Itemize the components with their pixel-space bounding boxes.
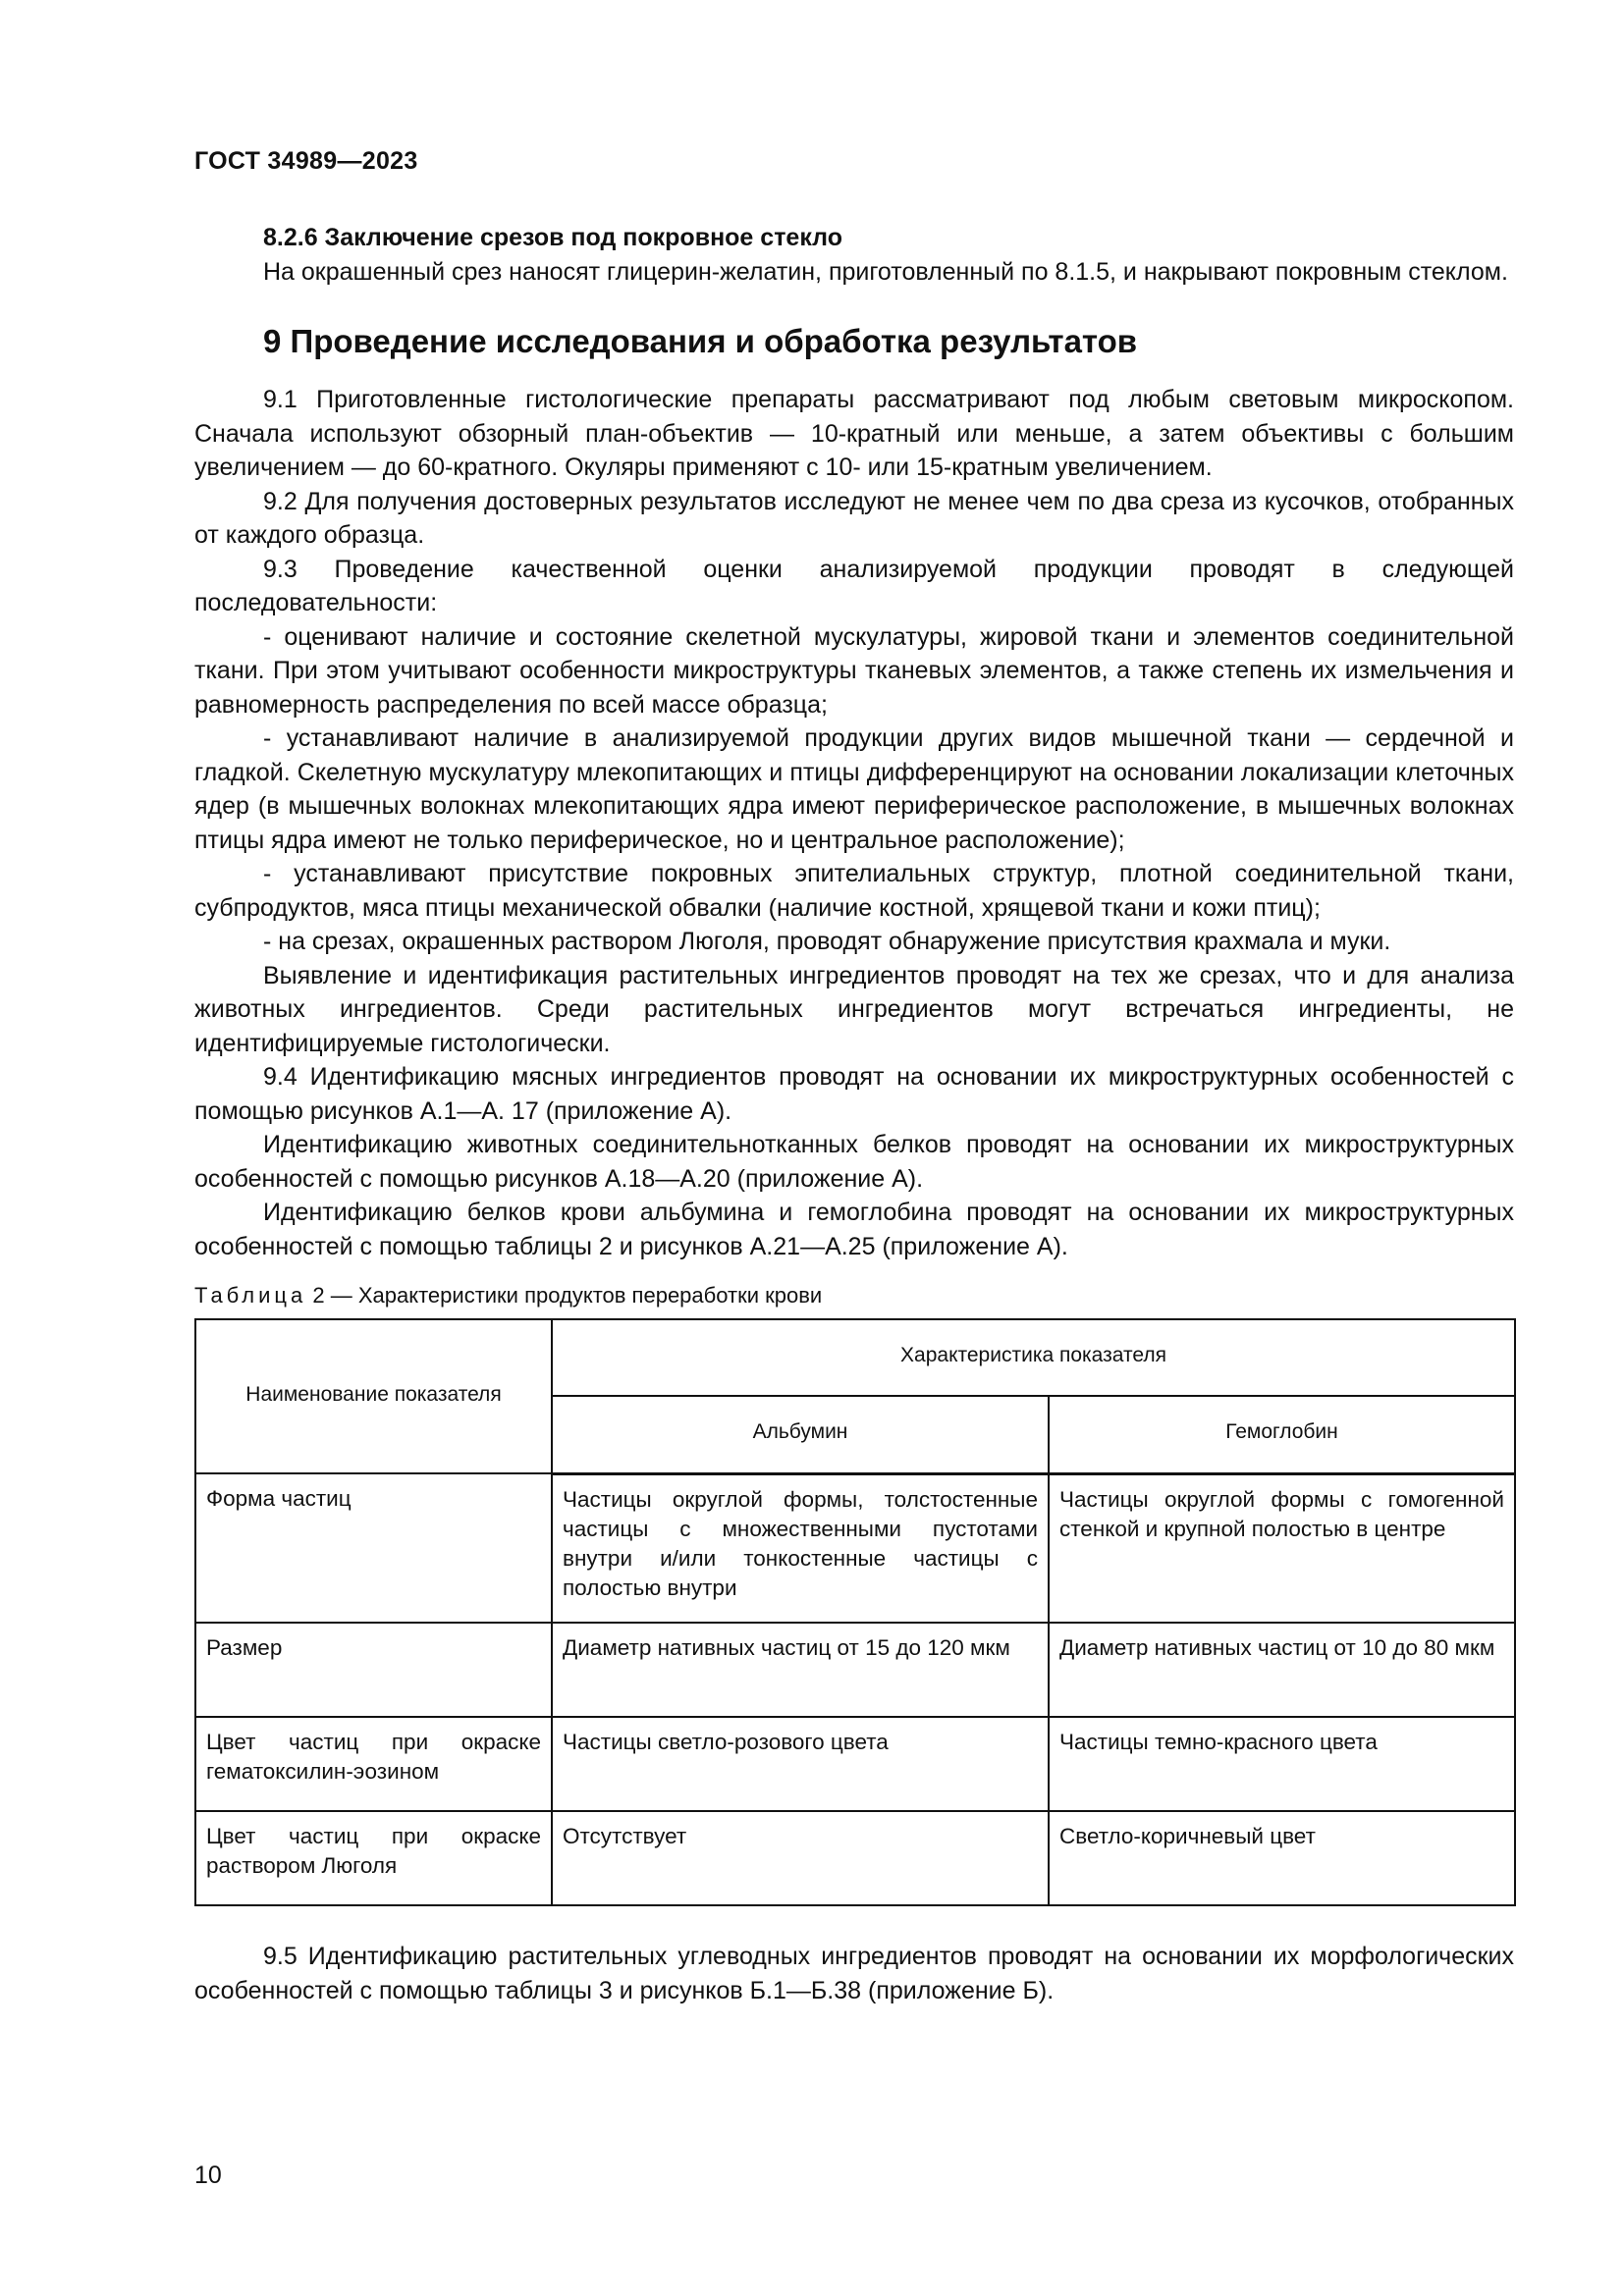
header-albumin: Альбумин [552, 1396, 1049, 1473]
row-name: Цвет частиц при окраске гематоксилин-эозином [195, 1717, 552, 1811]
header-hemoglobin: Гемоглобин [1049, 1396, 1515, 1473]
header-characteristic: Характеристика показателя [552, 1319, 1515, 1396]
subsection-title: 8.2.6 Заключение срезов под покровное стекло [263, 224, 842, 251]
paragraph-plant-ingredients: Выявление и идентификация растительных ингредиентов проводят на тех же срезах, что и для анализа животных ингредиентов. Среди растительных ингредиентов могут встречаться ингредиенты, не идентифицируемые гистологически. [194, 961, 1514, 1057]
albumin-value: Отсутствует [552, 1811, 1049, 1905]
paragraph-9-4: 9.4 Идентификацию мясных ингредиентов проводят на основании их микроструктурных особенностей с помощью рисунков А.1—А. 17 (приложение А). [194, 1063, 1514, 1125]
document-header: ГОСТ 34989—2023 [194, 147, 418, 175]
albumin-value: Частицы светло-розового цвета [552, 1717, 1049, 1811]
table-row [195, 1623, 1515, 1717]
hemoglobin-value: Частицы темно-красного цвета [1049, 1717, 1515, 1811]
paragraph-9-3: 9.3 Проведение качественной оценки анализируемой продукции проводят в следующей последовательности: [194, 555, 1514, 616]
row-name: Форма частиц [195, 1473, 552, 1623]
hemoglobin-value: Светло-коричневый цвет [1049, 1811, 1515, 1905]
list-item-starch: - на срезах, окрашенных раствором Люголя, проводят обнаружение присутствия крахмала и муки. [263, 928, 1391, 955]
list-item-epithelial: - устанавливают присутствие покровных эпителиальных структур, плотной соединительной ткани, субпродуктов, мяса птицы механической обвалки (наличие костной, хрящевой ткани и кожи птиц); [194, 860, 1514, 922]
albumin-value: Диаметр нативных частиц от 15 до 120 мкм [552, 1623, 1049, 1717]
row-name: Цвет частиц при окраске раствором Люголя [195, 1811, 552, 1905]
list-item-tissues: - оценивают наличие и состояние скелетной мускулатуры, жировой ткани и элементов соединительной ткани. При этом учитывают особенности микроструктуры тканевых элементов, а также степень их измельчения и равномерность распределения по всей массе образца; [194, 622, 1514, 719]
paragraph-connective-proteins: Идентификацию животных соединительнотканных белков проводят на основании их микроструктурных особенностей с помощью рисунков А.18—А.20 (приложение А). [194, 1131, 1514, 1193]
row-name: Размер [195, 1623, 552, 1717]
paragraph-9-2: 9.2 Для получения достоверных результатов исследуют не менее чем по два среза из кусочков, отобранных от каждого образца. [194, 487, 1514, 549]
section-title: 9 Проведение исследования и обработка результатов [263, 323, 1138, 359]
paragraph-blood-proteins: Идентификацию белков крови альбумина и гемоглобина проводят на основании их микроструктурных особенностей с помощью таблицы 2 и рисунков А.21—А.25 (приложение А). [194, 1199, 1514, 1260]
table-caption-label: Таблица [194, 1283, 307, 1308]
table-caption-text: 2 — Характеристики продуктов переработки крови [312, 1283, 823, 1308]
hemoglobin-value: Частицы округлой формы с гомогенной стенкой и крупной полостью в центре [1049, 1473, 1515, 1623]
paragraph-9-5: 9.5 Идентификацию растительных углеводных ингредиентов проводят на основании их морфологических особенностей с помощью таблицы 3 и рисунков Б.1—Б.38 (приложение Б). [194, 1943, 1514, 2004]
table-caption [194, 1281, 1514, 1310]
page-content [194, 221, 1514, 2007]
blood-products-table [194, 1318, 1516, 1906]
page-number: 10 [194, 2162, 222, 2189]
albumin-value: Частицы округлой формы, толстостенные частицы с множественными пустотами внутри и/или тонкостенные частицы с полостью внутри [552, 1473, 1049, 1623]
table-row [195, 1717, 1515, 1811]
table-row [195, 1811, 1515, 1905]
paragraph-9-1: 9.1 Приготовленные гистологические препараты рассматривают под любым световым микроскопом. Сначала используют обзорный план-объектив — 10-кратный или меньше, а затем объективы с большим увеличением — до 60-кратного. Окуляры применяют с 10- или 15-кратным увеличением. [194, 386, 1514, 481]
subsection-text: На окрашенный срез наносят глицерин-желатин, приготовленный по 8.1.5, и накрывают покровным стеклом. [263, 257, 1508, 286]
hemoglobin-value: Диаметр нативных частиц от 10 до 80 мкм [1049, 1623, 1515, 1717]
table-row [195, 1473, 1515, 1623]
list-item-muscle-types: - устанавливают наличие в анализируемой продукции других видов мышечной ткани — сердечной и гладкой. Скелетную мускулатуру млекопитающих и птицы дифференцируют на основании локализации клеточных ядер (в мышечных волокнах млекопитающих ядра имеют периферическое расположение, в мышечных волокнах птицы ядра имеют не только периферическое, но и центральное расположение); [194, 724, 1514, 854]
header-indicator-name: Наименование показателя [195, 1319, 552, 1473]
